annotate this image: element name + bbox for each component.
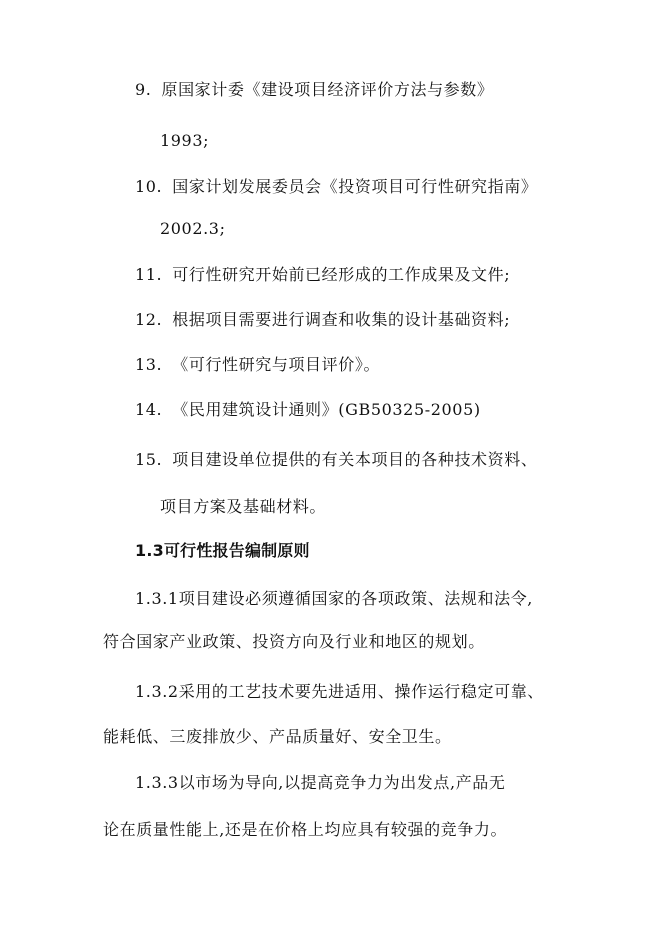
ref-item-12 — [135, 310, 510, 330]
ref-item-15-continuation: 项目方案及基础材料。 — [160, 497, 327, 516]
paragraph-3-line-2: 论在质量性能上,还是在价格上均应具有较强的竞争力。 — [103, 820, 508, 839]
ref-text: 可行性研究开始前已经形成的工作成果及文件; — [172, 265, 511, 284]
ref-number: 15. — [135, 450, 163, 469]
ref-item-13 — [135, 355, 380, 375]
ref-number: 13. — [135, 355, 163, 374]
ref-number: 11. — [135, 265, 163, 284]
ref-number: 12. — [135, 310, 163, 329]
paragraph-1-line-2: 符合国家产业政策、投资方向及行业和地区的规划。 — [103, 632, 485, 651]
ref-text: 根据项目需要进行调查和收集的设计基础资料; — [172, 310, 511, 329]
ref-item-9-continuation: 1993; — [160, 131, 210, 150]
ref-item-10 — [135, 177, 537, 197]
ref-number: 10. — [135, 177, 163, 196]
ref-text: 《民用建筑设计通则》(GB50325-2005) — [172, 400, 481, 419]
ref-text: 《可行性研究与项目评价》。 — [172, 355, 381, 374]
ref-number: 9. — [135, 80, 152, 99]
section-title: 可行性报告编制原则 — [163, 541, 310, 560]
ref-item-9 — [135, 80, 493, 100]
section-number: 1.3 — [135, 541, 164, 560]
ref-text: 国家计划发展委员会《投资项目可行性研究指南》 — [172, 177, 538, 196]
ref-text: 原国家计委《建设项目经济评价方法与参数》 — [161, 80, 494, 99]
paragraph-3-line-1: 1.3.3以市场为导向,以提高竞争力为出发点,产品无 — [135, 773, 506, 792]
ref-number: 14. — [135, 400, 163, 419]
paragraph-1-line-1: 1.3.1项目建设必须遵循国家的各项政策、法规和法令, — [135, 589, 533, 608]
section-heading — [135, 541, 310, 561]
ref-item-11 — [135, 265, 510, 285]
ref-text: 项目建设单位提供的有关本项目的各种技术资料、 — [172, 450, 538, 469]
ref-item-10-continuation: 2002.3; — [160, 219, 226, 238]
paragraph-2-line-1: 1.3.2采用的工艺技术要先进适用、操作运行稳定可靠、 — [135, 682, 544, 701]
ref-item-14 — [135, 400, 481, 420]
ref-item-15 — [135, 450, 537, 470]
paragraph-2-line-2: 能耗低、三废排放少、产品质量好、安全卫生。 — [103, 727, 452, 746]
